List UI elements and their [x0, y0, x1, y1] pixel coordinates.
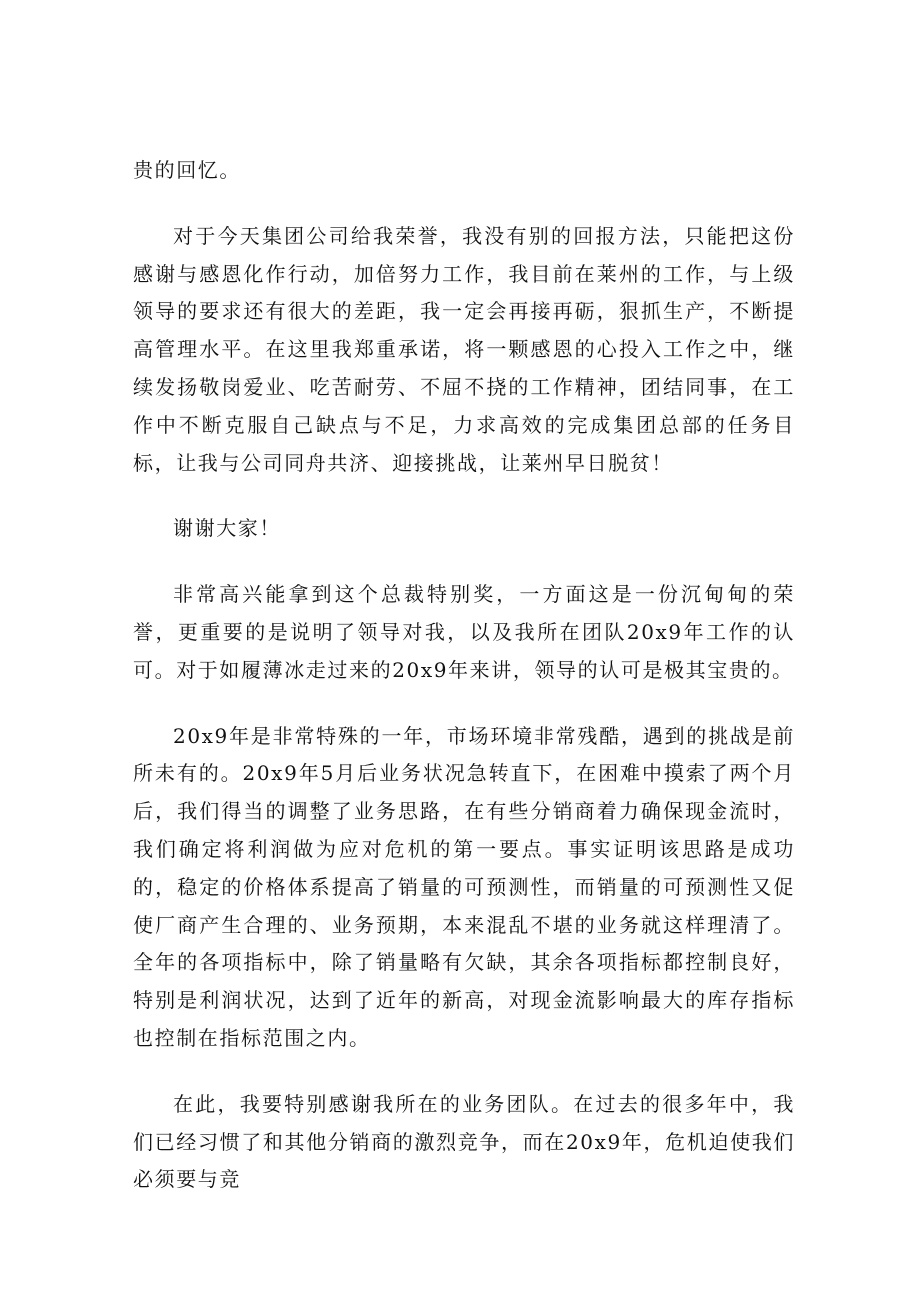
paragraph-continuation: 贵的回忆。: [133, 158, 241, 182]
paragraph-team-thanks: 在此，我要特别感谢我所在的业务团队。在过去的很多年中，我们已经习惯了和其他分销商的激烈竞争，而在20x9年，危机迫使我们必须要与竞: [133, 1091, 795, 1192]
paragraph-gratitude-commitment: 对于今天集团公司给我荣誉，我没有别的回报方法，只能把这份感谢与感恩化作行动，加倍努力工作，我目前在莱州的工作，与上级领导的要求还有很大的差距，我一定会再接再砺，狠抓生产，不断提高管理水平。在这里我郑重承诺，将一颗感恩的心投入工作之中，继续发扬敬岗爱业、吃苦耐劳、不屈不挠的工作精神，团结同事，在工作中不断克服自己缺点与不足，力求高效的完成集团总部的任务目标，让我与公司同舟共济、迎接挑战，让莱州早日脱贫！: [133, 223, 795, 475]
document-body: [133, 152, 795, 1227]
paragraph-thanks: 谢谢大家！: [173, 516, 281, 541]
paragraph-award: 非常高兴能拿到这个总裁特别奖，一方面这是一份沉甸甸的荣誉，更重要的是说明了领导对我，以及我所在团队20x9年工作的认可。对于如履薄冰走过来的20x9年来讲，领导的认可是极其宝贵的。: [133, 582, 795, 682]
paragraph-year-review: 20x9年是非常特殊的一年，市场环境非常残酷，遇到的挑战是前所未有的。20x9年5月后业务状况急转直下，在困难中摸索了两个月后，我们得当的调整了业务思路，在有些分销商着力确保现金流时，我们确定将利润做为应对危机的第一要点。事实证明该思路是成功的，稳定的价格体系提高了销量的可预测性，而销量的可预测性又促使厂商产生合理的、业务预期，本来混乱不堪的业务就这样理清了。全年的各项指标中，除了销量略有欠缺，其余各项指标都控制良好，特别是利润状况，达到了近年的新高，对现金流影响最大的库存指标也控制在指标范围之内。: [133, 723, 795, 1050]
